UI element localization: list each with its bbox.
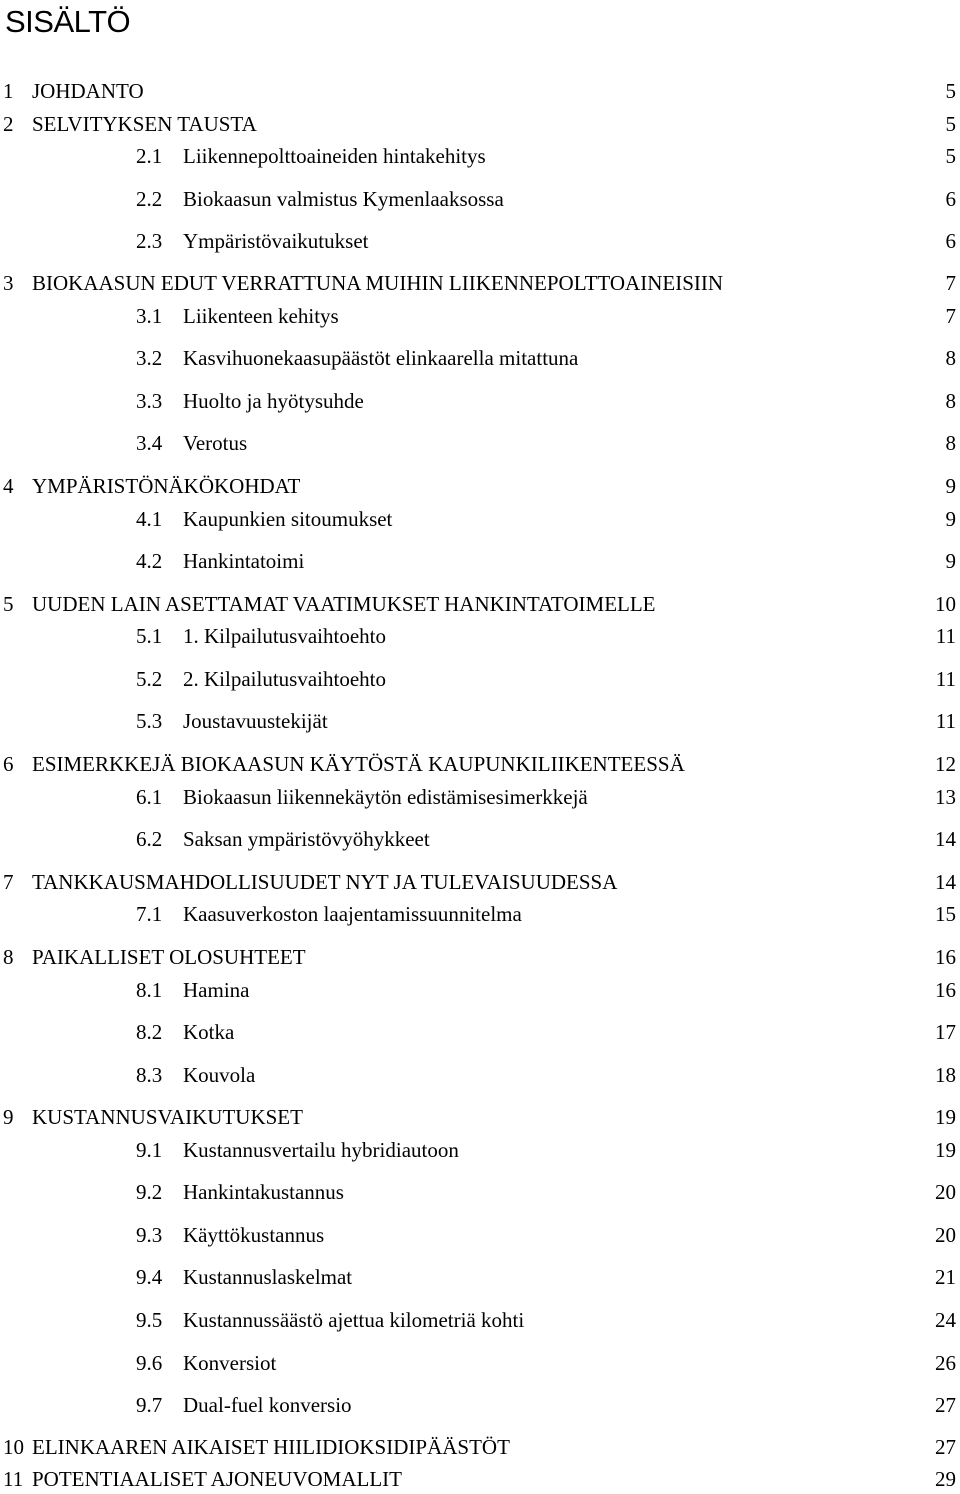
toc-entry-number: 2.1 [136,144,163,168]
toc-entry-chapter[interactable] [0,1102,960,1132]
toc-entry-text: KUSTANNUSVAIKUTUKSET [32,1105,303,1129]
toc-entry-text: Huolto ja hyötysuhde [183,389,364,413]
toc-entry-text: POTENTIAALISET AJONEUVOMALLIT [32,1467,402,1491]
toc-entry-number: 6 [3,752,14,776]
toc-entry-section[interactable] [0,226,960,256]
toc-entry-page: 9 [945,507,956,531]
toc-entry-page: 24 [935,1308,956,1332]
toc-entry-text: SELVITYKSEN TAUSTA [32,112,257,136]
toc-entry-chapter[interactable] [0,109,960,139]
toc-entry-page: 18 [935,1063,956,1087]
toc-entry-number: 7 [3,870,14,894]
toc-entry-text: Saksan ympäristövyöhykkeet [183,827,430,851]
toc-entry-page: 27 [935,1393,956,1417]
toc-entry-number: 4.1 [136,507,163,531]
toc-entry-chapter[interactable] [0,1432,960,1462]
toc-entry-page: 7 [945,304,956,328]
toc-entry-number: 3.3 [136,389,163,413]
toc-entry-page: 20 [935,1180,956,1204]
toc-entry-text: Joustavuustekijät [183,709,328,733]
toc-entry-section[interactable] [0,428,960,458]
toc-entry-text: ELINKAAREN AIKAISET HIILIDIOKSIDIPÄÄSTÖT [32,1435,510,1459]
toc-entry-text: Kaupunkien sitoumukset [183,507,393,531]
toc-entry-number: 1 [3,79,14,103]
toc-entry-text: Hankintakustannus [183,1180,344,1204]
toc-entry-page: 8 [945,431,956,455]
toc-entry-section[interactable] [0,184,960,214]
toc-entry-page: 7 [945,271,956,295]
toc-entry-number: 5.3 [136,709,163,733]
toc-entry-text: Kasvihuonekaasupäästöt elinkaarella mitattuna [183,346,579,370]
toc-entry-page: 5 [945,144,956,168]
toc-entry-page: 14 [935,870,956,894]
toc-entry-text: BIOKAASUN EDUT VERRATTUNA MUIHIN LIIKENNEPOLTTOAINEISIIN [32,271,724,295]
toc-entry-section[interactable] [0,975,960,1005]
toc-entry-section[interactable] [0,1305,960,1335]
toc-entry-text: Liikenteen kehitys [183,304,339,328]
toc-entry-text: PAIKALLISET OLOSUHTEET [32,945,306,969]
toc-entry-section[interactable] [0,664,960,694]
toc-entry-number: 9.2 [136,1180,163,1204]
toc-entry-page: 21 [935,1265,956,1289]
toc-entry-text: UUDEN LAIN ASETTAMAT VAATIMUKSET HANKINTATOIMELLE [32,592,656,616]
toc-entry-text: Biokaasun liikennekäytön edistämisesimerkkejä [183,785,588,809]
toc-entry-section[interactable] [0,706,960,736]
toc-entry-number: 9 [3,1105,14,1129]
toc-entry-text: Kustannusvertailu hybridiautoon [183,1138,459,1162]
toc-entry-page: 15 [935,902,956,926]
toc-entry-text: YMPÄRISTÖNÄKÖKOHDAT [32,474,301,498]
toc-entry-number: 5.2 [136,667,163,691]
toc-entry-number: 3.2 [136,346,163,370]
toc-entry-text: Verotus [183,431,248,455]
toc-entry-chapter[interactable] [0,942,960,972]
toc-entry-section[interactable] [0,1348,960,1378]
toc-entry-chapter[interactable] [0,589,960,619]
toc-entry-chapter[interactable] [0,1464,960,1494]
toc-entry-page: 6 [945,187,956,211]
toc-entry-chapter[interactable] [0,76,960,106]
toc-entry-section[interactable] [0,1390,960,1420]
toc-entry-number: 2.2 [136,187,163,211]
toc-entry-text: Kouvola [183,1063,256,1087]
toc-entry-number: 10 [3,1435,24,1459]
toc-entry-page: 6 [945,229,956,253]
toc-entry-page: 26 [935,1351,956,1375]
toc-entry-page: 14 [935,827,956,851]
toc-entry-number: 5.1 [136,624,163,648]
toc-entry-page: 29 [935,1467,956,1491]
toc-entry-number: 2 [3,112,14,136]
toc-entry-page: 12 [935,752,956,776]
toc-entry-page: 16 [935,978,956,1002]
page-title: SISÄLTÖ [5,4,131,39]
toc-entry-text: Hankintatoimi [183,549,305,573]
toc-entry-section[interactable] [0,1135,960,1165]
toc-entry-text: Ympäristövaikutukset [183,229,369,253]
toc-entry-text: Kustannussäästö ajettua kilometriä kohti [183,1308,525,1332]
toc-entry-number: 4 [3,474,14,498]
toc-entry-page: 20 [935,1223,956,1247]
toc-entry-chapter[interactable] [0,749,960,779]
toc-entry-section[interactable] [0,343,960,373]
toc-entry-number: 3.4 [136,431,163,455]
toc-entry-section[interactable] [0,141,960,171]
toc-entry-chapter[interactable] [0,867,960,897]
toc-entry-section[interactable] [0,504,960,534]
toc-entry-number: 9.7 [136,1393,163,1417]
toc-entry-page: 27 [935,1435,956,1459]
toc-entry-section[interactable] [0,1177,960,1207]
toc-entry-text: Kaasuverkoston laajentamissuunnitelma [183,902,522,926]
toc-entry-chapter[interactable] [0,268,960,298]
toc-entry-number: 8 [3,945,14,969]
toc-entry-page: 5 [945,79,956,103]
toc-entry-text: 2. Kilpailutusvaihtoehto [183,667,386,691]
toc-entry-number: 8.3 [136,1063,163,1087]
toc-entry-page: 11 [935,709,956,733]
toc-entry-page: 19 [935,1105,956,1129]
toc-entry-section[interactable] [0,824,960,854]
toc-entry-section[interactable] [0,1017,960,1047]
toc-entry-page: 9 [945,549,956,573]
toc-entry-number: 8.1 [136,978,163,1002]
toc-entry-number: 6.2 [136,827,163,851]
toc-entry-chapter[interactable] [0,471,960,501]
toc-entry-section[interactable] [0,546,960,576]
toc-entry-page: 11 [935,624,956,648]
toc-entry-page: 13 [935,785,956,809]
toc-entry-section[interactable] [0,1262,960,1292]
toc-entry-text: Kotka [183,1020,235,1044]
toc-entry-number: 3.1 [136,304,163,328]
toc-entry-text: TANKKAUSMAHDOLLISUUDET NYT JA TULEVAISUUDESSA [32,870,618,894]
toc-entry-text: 1. Kilpailutusvaihtoehto [183,624,386,648]
toc-entry-text: ESIMERKKEJÄ BIOKAASUN KÄYTÖSTÄ KAUPUNKILIIKENTEESSÄ [32,752,685,776]
toc-entry-number: 9.6 [136,1351,163,1375]
toc-entry-page: 8 [945,389,956,413]
toc-entry-number: 9.5 [136,1308,163,1332]
toc-entry-page: 8 [945,346,956,370]
toc-entry-number: 5 [3,592,14,616]
toc-entry-number: 9.3 [136,1223,163,1247]
toc-entry-text: JOHDANTO [32,79,144,103]
toc-entry-section[interactable] [0,1220,960,1250]
toc-entry-number: 8.2 [136,1020,163,1044]
toc-entry-section[interactable] [0,1060,960,1090]
toc-entry-section[interactable] [0,386,960,416]
toc-entry-page: 9 [945,474,956,498]
toc-entry-number: 4.2 [136,549,163,573]
toc-entry-text: Hamina [183,978,250,1002]
toc-entry-section[interactable] [0,621,960,651]
toc-entry-page: 11 [935,667,956,691]
toc-entry-number: 3 [3,271,14,295]
toc-entry-number: 2.3 [136,229,163,253]
toc-entry-page: 5 [945,112,956,136]
toc-entry-number: 9.1 [136,1138,163,1162]
toc-entry-number: 7.1 [136,902,163,926]
toc-entry-number: 11 [3,1467,24,1491]
toc-entry-page: 17 [935,1020,956,1044]
toc-entry-page: 19 [935,1138,956,1162]
toc-entry-page: 16 [935,945,956,969]
toc-entry-text: Käyttökustannus [183,1223,325,1247]
toc-entry-text: Liikennepolttoaineiden hintakehitys [183,144,486,168]
toc-entry-text: Dual-fuel konversio [183,1393,352,1417]
toc-entry-number: 6.1 [136,785,163,809]
toc-entry-page: 10 [935,592,956,616]
toc-entry-number: 9.4 [136,1265,163,1289]
toc-entry-section[interactable] [0,899,960,929]
toc-entry-text: Konversiot [183,1351,277,1375]
toc-entry-section[interactable] [0,301,960,331]
toc-entry-section[interactable] [0,782,960,812]
toc-entry-text: Kustannuslaskelmat [183,1265,353,1289]
toc-entry-text: Biokaasun valmistus Kymenlaaksossa [183,187,504,211]
